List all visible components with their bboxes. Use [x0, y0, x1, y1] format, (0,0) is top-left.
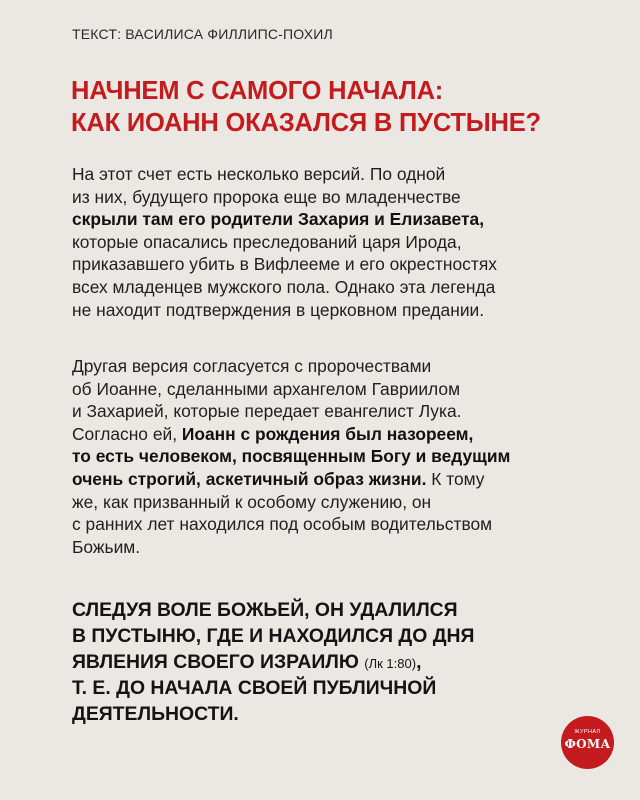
paragraph-line [72, 445, 612, 468]
paragraph-line [72, 423, 612, 446]
logo-name: ФОМА [564, 737, 611, 751]
emphasis-text: ЯВЛЕНИЯ СВОЕГО ИЗРАИЛЮ [72, 650, 359, 673]
paragraph-line: же, как призванный к особому служению, он [72, 491, 432, 512]
foma-magazine-logo [561, 716, 614, 769]
paragraph-versions [72, 163, 612, 321]
plain-text: К тому [426, 468, 485, 489]
paragraph-line: Божьим. [72, 536, 141, 557]
paragraph-line: приказавшего убить в Вифлееме и его окрестностях [72, 254, 497, 275]
emphasis-line: ДЕЯТЕЛЬНОСТИ. [72, 703, 239, 726]
bold-text: то есть человеком, посвященным Богу и ведущим [72, 446, 511, 467]
bold-text: очень строгий, аскетичный образ жизни. [72, 468, 427, 489]
comma: , [416, 650, 422, 673]
paragraph-line: из них, будущего пророка еще во младенчестве [72, 186, 461, 207]
bold-text: Иоанн с рождения был назореем, [181, 423, 474, 444]
emphasis-line [72, 650, 612, 677]
paragraph-line: об Иоанне, сделанными архангелом Гавриилом [72, 378, 461, 399]
paragraph-line: На этот счет есть несколько версий. По одной [72, 164, 446, 184]
emphasis-line: В ПУСТЫНЮ, ГДЕ И НАХОДИЛСЯ ДО ДНЯ [72, 624, 475, 647]
paragraph-other-version [72, 355, 612, 558]
scripture-reference: (Лк 1:80) [364, 655, 417, 671]
emphasis-line: СЛЕДУЯ ВОЛЕ БОЖЬЕЙ, ОН УДАЛИЛСЯ [72, 599, 458, 621]
plain-text: Согласно ей, [72, 423, 182, 444]
paragraph-line: с ранних лет находился под особым водительством [72, 514, 493, 535]
paragraph-line: которые опасались преследований царя Ирода, [72, 231, 462, 252]
author-credit: ТЕКСТ: ВАСИЛИСА ФИЛЛИПС-ПОХИЛ [72, 26, 333, 42]
paragraph-line [72, 468, 612, 491]
paragraph-line [72, 208, 612, 231]
paragraph-line: не находит подтверждения в церковном предании. [72, 299, 485, 320]
logo-small-text: ЖУРНАЛ [574, 729, 601, 735]
paragraph-line: всех младенцев мужского пола. Однако эта легенда [72, 276, 496, 297]
paragraph-line: и Захарией, которые передает евангелист Лука. [72, 401, 462, 422]
title-line-2: КАК ИОАНН ОКАЗАЛСЯ В ПУСТЫНЕ? [71, 109, 541, 137]
emphasis-line: Т. Е. ДО НАЧАЛА СВОЕЙ ПУБЛИЧНОЙ [72, 677, 437, 700]
paragraph-line: Другая версия согласуется с пророчествами [72, 356, 432, 376]
emphasis-block [72, 598, 612, 728]
title-line-1: НАЧНЕМ С САМОГО НАЧАЛА: [71, 77, 444, 105]
bold-text: скрыли там его родители Захария и Елизавета, [72, 209, 485, 230]
page-title [71, 75, 611, 139]
